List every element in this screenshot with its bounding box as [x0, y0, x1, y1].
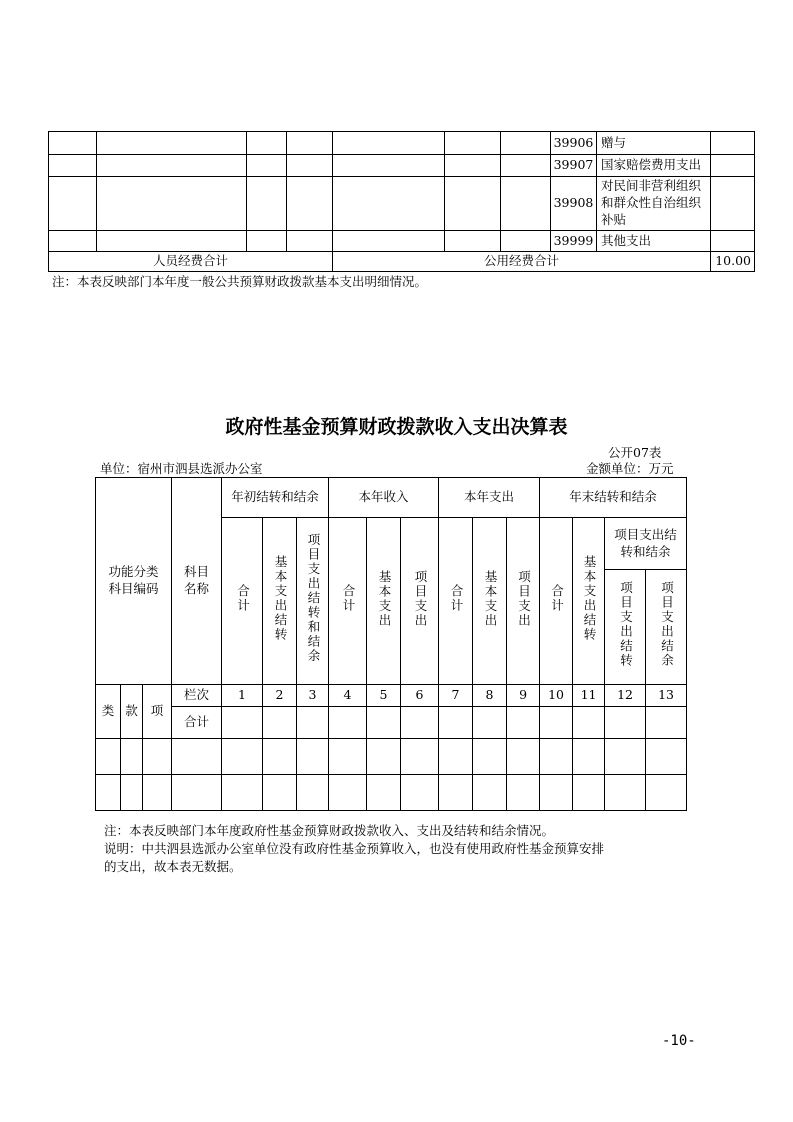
- basic-expense-detail-table: [48, 131, 755, 272]
- sum-label: 合计: [172, 707, 222, 739]
- personnel-total-label: 人员经费合计: [49, 252, 333, 272]
- closing-project-surplus-header: 项目支出结余: [646, 570, 687, 685]
- explanation-line-2: 的支出，故本表无数据。: [104, 859, 242, 874]
- opening-project-header: 项目支出结转和结余: [297, 518, 329, 685]
- form-number: 公开07表: [608, 445, 662, 460]
- public-total-value: 10.00: [711, 252, 755, 272]
- page-title: 政府性基金预算财政拨款收入支出决算表: [225, 416, 568, 438]
- explanation-line-1: 说明：中共泗县选派办公室单位没有政府性基金预算收入，也没有使用政府性基金预算安排: [104, 841, 605, 856]
- subject-name: 其他支出: [597, 231, 711, 252]
- amount-unit: 金额单位：万元: [586, 461, 674, 476]
- subject-name-header: 科目名称: [172, 478, 222, 685]
- xiang-header: 项: [143, 685, 172, 739]
- column-number: 9: [507, 685, 540, 707]
- column-number: 11: [573, 685, 605, 707]
- table-row: [49, 177, 755, 231]
- expense-basic-header: 基本支出: [473, 518, 507, 685]
- column-number: 7: [439, 685, 473, 707]
- gov-fund-budget-table: [95, 477, 687, 811]
- opening-total-header: 合计: [222, 518, 263, 685]
- closing-basic-header: 基本支出结转: [573, 518, 605, 685]
- income-header: 本年收入: [329, 478, 439, 518]
- column-no-label: 栏次: [172, 685, 222, 707]
- total-row: [49, 252, 755, 272]
- closing-project-carry-header: 项目支出结转: [605, 570, 646, 685]
- column-number-row: [96, 685, 687, 707]
- subject-code: 39908: [551, 177, 597, 231]
- subject-name: 赠与: [597, 132, 711, 155]
- column-number: 8: [473, 685, 507, 707]
- public-total-label: 公用经费合计: [333, 252, 711, 272]
- opening-basic-header: 基本支出结转: [263, 518, 297, 685]
- column-number: 1: [222, 685, 263, 707]
- subject-name: 国家赔偿费用支出: [597, 155, 711, 177]
- lei-header: 类: [96, 685, 121, 739]
- table-row: [96, 739, 687, 775]
- subject-code: 39907: [551, 155, 597, 177]
- column-number: 4: [329, 685, 367, 707]
- column-number: 6: [401, 685, 439, 707]
- table-row: [49, 231, 755, 252]
- expense-header: 本年支出: [439, 478, 540, 518]
- func-code-header: 功能分类科目编码: [96, 478, 172, 685]
- table-row: [49, 132, 755, 155]
- sum-row: [96, 707, 687, 739]
- closing-balance-header: 年末结转和结余: [540, 478, 687, 518]
- subject-code: 39999: [551, 231, 597, 252]
- income-basic-header: 基本支出: [367, 518, 401, 685]
- table-row: [49, 155, 755, 177]
- subject-name: 对民间非营利组织和群众性自治组织补贴: [597, 177, 711, 231]
- column-number: 12: [605, 685, 646, 707]
- closing-project-header: 项目支出结转和结余: [605, 518, 687, 570]
- income-total-header: 合计: [329, 518, 367, 685]
- page-number: -10-: [662, 1033, 696, 1049]
- table-row: [96, 775, 687, 811]
- column-number: 13: [646, 685, 687, 707]
- column-number: 5: [367, 685, 401, 707]
- income-project-header: 项目支出: [401, 518, 439, 685]
- closing-total-header: 合计: [540, 518, 573, 685]
- expense-project-header: 项目支出: [507, 518, 540, 685]
- column-number: 3: [297, 685, 329, 707]
- table2-note: 注：本表反映部门本年度政府性基金预算财政拨款收入、支出及结转和结余情况。: [104, 823, 555, 838]
- expense-total-header: 合计: [439, 518, 473, 685]
- table1-note: 注：本表反映部门本年度一般公共预算财政拨款基本支出明细情况。: [52, 274, 428, 289]
- unit-label: 单位：宿州市泗县选派办公室: [100, 461, 263, 476]
- opening-balance-header: 年初结转和结余: [222, 478, 329, 518]
- subject-code: 39906: [551, 132, 597, 155]
- kuan-header: 款: [121, 685, 143, 739]
- column-number: 10: [540, 685, 573, 707]
- column-number: 2: [263, 685, 297, 707]
